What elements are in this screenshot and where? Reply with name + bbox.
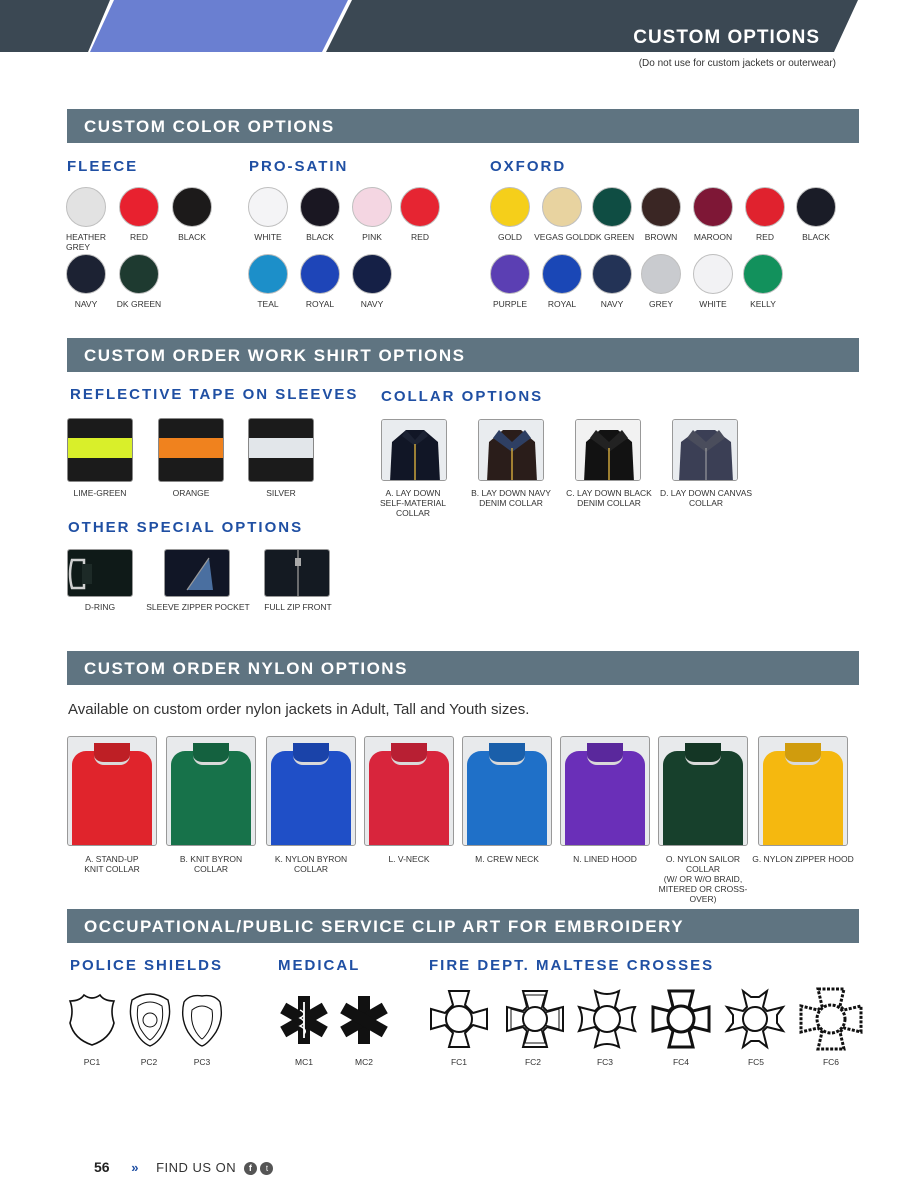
nylon-option-label (156, 854, 266, 874)
police-shield-pc2-icon (126, 990, 174, 1048)
nylon-intro-text: Available on custom order nylon jackets in Adult, Tall and Youth sizes. (68, 701, 530, 718)
jacket-body (763, 751, 843, 845)
caption-line: L. V-NECK (388, 854, 430, 864)
swatch-label: VEGAS GOLD (534, 232, 590, 242)
swatch-satin-red (400, 187, 440, 227)
jacket-collar (391, 743, 427, 765)
nylon-option-label (748, 854, 858, 864)
nylon-option-label (256, 854, 366, 874)
collar-options-heading: COLLAR OPTIONS (381, 388, 544, 405)
swatch-label: DK GREEN (589, 232, 635, 242)
caption-line: C. LAY DOWN BLACK (566, 488, 652, 498)
swatch-oxford-gold (490, 187, 530, 227)
star-of-life-mc1-icon (278, 993, 330, 1047)
star-of-life-mc2-icon (338, 993, 390, 1047)
swatch-oxford-white (693, 254, 733, 294)
swatch-label: RED (130, 232, 148, 242)
caption-line: SELF-MATERIAL COLLAR (380, 498, 446, 518)
facebook-icon[interactable]: f (244, 1162, 257, 1175)
maltese-cross-fc4-icon (648, 988, 714, 1050)
caption-line: COLLAR (193, 864, 228, 874)
jacket-collar (489, 743, 525, 765)
swatch-label: DK GREEN (116, 299, 162, 309)
swatch-label: GREY (648, 299, 674, 309)
maltese-cross-fc6-icon (796, 986, 866, 1052)
jacket-collar (293, 743, 329, 765)
caption-line: (W/ OR W/O BRAID, (663, 874, 743, 884)
swatch-label: PURPLE (492, 299, 527, 309)
jacket-body (369, 751, 449, 845)
jacket-collar (94, 743, 130, 765)
collar-label (656, 488, 756, 508)
jacket-body (271, 751, 351, 845)
caption-line: COLLAR (688, 498, 723, 508)
swatch-oxford-purple (490, 254, 530, 294)
swatch-fleece-black (172, 187, 212, 227)
swatch-fleece-heather-grey (66, 187, 106, 227)
swatch-satin-navy (352, 254, 392, 294)
caption-line: B. KNIT BYRON (179, 854, 243, 864)
caption-line: KNIT COLLAR (84, 864, 140, 874)
fleece-heading: FLEECE (67, 158, 139, 175)
clipart-code: FC1 (450, 1057, 468, 1067)
jacket-body (72, 751, 152, 845)
clipart-code: FC6 (822, 1057, 840, 1067)
swatch-label: BLACK (802, 232, 830, 242)
swatch-fleece-navy (66, 254, 106, 294)
swatch-oxford-vegas-gold (542, 187, 582, 227)
swatch-label: PINK (362, 232, 382, 242)
section-clip-art: OCCUPATIONAL/PUBLIC SERVICE CLIP ART FOR EMBROIDERY (67, 909, 859, 943)
nylon-option-image (658, 736, 748, 846)
police-shield-pc1-icon (66, 993, 118, 1047)
swatch-satin-white (248, 187, 288, 227)
swatch-label: RED (756, 232, 774, 242)
nylon-option-label (648, 854, 758, 904)
jacket-collar (587, 743, 623, 765)
tape-band (249, 438, 313, 458)
pro-satin-heading: PRO-SATIN (249, 158, 349, 175)
swatch-oxford-red (745, 187, 785, 227)
police-shield-pc3-icon (178, 990, 226, 1048)
collar-label (461, 488, 561, 508)
caption-line: B. LAY DOWN NAVY (471, 488, 551, 498)
sleeve-zipper-pocket-image (164, 549, 230, 597)
caption-line: DENIM COLLAR (479, 498, 543, 508)
swatch-label: BROWN (644, 232, 678, 242)
clipart-code: PC1 (83, 1057, 101, 1067)
special-label: D-RING (84, 602, 116, 612)
caption-line: K. NYLON BYRON (274, 854, 348, 864)
caption-line: G. NYLON ZIPPER HOOD (752, 854, 854, 864)
swatch-oxford-kelly (743, 254, 783, 294)
section-custom-color-options: CUSTOM COLOR OPTIONS (67, 109, 859, 143)
tape-label: LIME-GREEN (73, 488, 127, 498)
collar-navy-denim-image (478, 419, 544, 481)
nylon-option-image (560, 736, 650, 846)
nylon-option-image (364, 736, 454, 846)
swatch-satin-pink (352, 187, 392, 227)
maltese-cross-fc5-icon (722, 988, 788, 1050)
nylon-option-image (758, 736, 848, 846)
jacket-body (171, 751, 251, 845)
clipart-code: FC2 (524, 1057, 542, 1067)
swatch-fleece-red (119, 187, 159, 227)
page-title: CUSTOM OPTIONS (633, 27, 820, 48)
swatch-oxford-black (796, 187, 836, 227)
find-us-text: FIND US ON (156, 1160, 237, 1175)
swatch-satin-teal (248, 254, 288, 294)
swatch-oxford-dk-green (592, 187, 632, 227)
maltese-cross-fc2-icon (502, 988, 568, 1050)
jacket-body (467, 751, 547, 845)
clipart-code: MC2 (355, 1057, 373, 1067)
tape-orange (158, 418, 224, 482)
other-special-options-heading: OTHER SPECIAL OPTIONS (68, 519, 304, 536)
d-ring-image (67, 549, 133, 597)
caption-line: O. NYLON SAILOR COLLAR (665, 854, 741, 874)
nylon-option-label (354, 854, 464, 864)
page-subtitle: (Do not use for custom jackets or outerwear) (638, 58, 836, 69)
caption-line: D. LAY DOWN CANVAS (659, 488, 753, 498)
clipart-code: FC3 (596, 1057, 614, 1067)
maltese-cross-fc1-icon (426, 988, 492, 1050)
jacket-collar (785, 743, 821, 765)
swatch-label: ROYAL (305, 299, 335, 309)
swatch-label: RED (411, 232, 429, 242)
fire-crosses-heading: FIRE DEPT. MALTESE CROSSES (429, 957, 715, 974)
tape-band (68, 438, 132, 458)
tape-band (159, 438, 223, 458)
reflective-tape-heading: REFLECTIVE TAPE ON SLEEVES (70, 386, 359, 403)
section-work-shirt-options: CUSTOM ORDER WORK SHIRT OPTIONS (67, 338, 859, 372)
caption-line: A. LAY DOWN (385, 488, 441, 498)
swatch-label: GOLD (497, 232, 523, 242)
caption-line: M. CREW NECK (475, 854, 539, 864)
swatch-label: WHITE (699, 299, 727, 309)
tape-silver (248, 418, 314, 482)
swatch-label: MAROON (693, 232, 733, 242)
jacket-collar (685, 743, 721, 765)
tape-label: ORANGE (172, 488, 210, 498)
caption-line: MITERED OR CROSS-OVER) (658, 884, 748, 904)
maltese-cross-fc3-icon (574, 988, 640, 1050)
swatch-label: NAVY (74, 299, 98, 309)
nylon-option-label (452, 854, 562, 864)
swatch-label: BLACK (178, 232, 206, 242)
caption-line: DENIM COLLAR (577, 498, 641, 508)
swatch-oxford-navy (592, 254, 632, 294)
nylon-option-label (57, 854, 167, 874)
swatch-label: ROYAL (547, 299, 577, 309)
swatch-label: NAVY (360, 299, 384, 309)
oxford-heading: OXFORD (490, 158, 567, 175)
caption-line: N. LINED HOOD (573, 854, 637, 864)
collar-label (363, 488, 463, 518)
clipart-code: FC5 (747, 1057, 765, 1067)
jacket-body (565, 751, 645, 845)
page-footer (94, 1159, 273, 1175)
swatch-fleece-dk-green (119, 254, 159, 294)
swatch-label: BLACK (306, 232, 334, 242)
clipart-code: PC3 (193, 1057, 211, 1067)
swatch-label: WHITE (254, 232, 282, 242)
swatch-label: KELLY (750, 299, 776, 309)
footer-arrow: » (131, 1160, 139, 1175)
collar-self-material-image (381, 419, 447, 481)
twitter-icon[interactable]: t (260, 1162, 273, 1175)
nylon-option-image (166, 736, 256, 846)
special-label: FULL ZIP FRONT (264, 602, 332, 612)
swatch-oxford-maroon (693, 187, 733, 227)
caption-line: COLLAR (293, 864, 328, 874)
police-shields-heading: POLICE SHIELDS (70, 957, 224, 974)
swatch-label: NAVY (600, 299, 624, 309)
collar-label (559, 488, 659, 508)
nylon-option-image (67, 736, 157, 846)
swatch-label: TEAL (257, 299, 279, 309)
nylon-option-image (266, 736, 356, 846)
page-number: 56 (94, 1159, 110, 1175)
collar-canvas-image (672, 419, 738, 481)
swatch-satin-black (300, 187, 340, 227)
jacket-body (663, 751, 743, 845)
full-zip-front-image (264, 549, 330, 597)
tape-label: SILVER (266, 488, 296, 498)
medical-heading: MEDICAL (278, 957, 361, 974)
swatch-oxford-royal (542, 254, 582, 294)
swatch-oxford-grey (641, 254, 681, 294)
collar-black-denim-image (575, 419, 641, 481)
jacket-collar (193, 743, 229, 765)
swatch-label: HEATHER GREY (66, 232, 106, 252)
swatch-oxford-brown (641, 187, 681, 227)
clipart-code: MC1 (295, 1057, 313, 1067)
section-nylon-options: CUSTOM ORDER NYLON OPTIONS (67, 651, 859, 685)
tape-lime-green (67, 418, 133, 482)
nylon-option-image (462, 736, 552, 846)
special-label: SLEEVE ZIPPER POCKET (146, 602, 250, 612)
caption-line: A. STAND-UP (85, 854, 139, 864)
nylon-option-label (550, 854, 660, 864)
clipart-code: PC2 (140, 1057, 158, 1067)
clipart-code: FC4 (672, 1057, 690, 1067)
swatch-satin-royal (300, 254, 340, 294)
